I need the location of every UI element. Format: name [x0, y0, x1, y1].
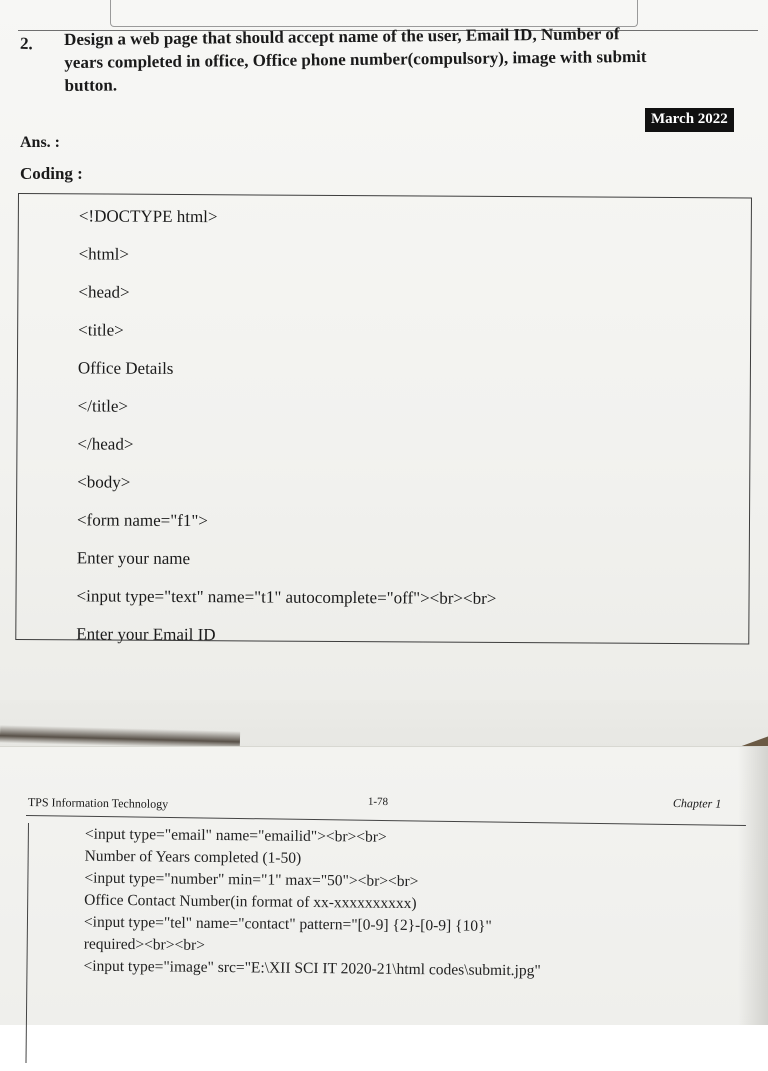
- question-line: years completed in office, Office phone number(compulsory), image with submit: [64, 46, 647, 72]
- ans-label: Ans. :: [20, 134, 61, 151]
- code-line: <input type="email" name="emailid"><br><br>: [84, 825, 387, 846]
- code-listing-upper: [76, 206, 499, 665]
- code-box-upper: [15, 193, 752, 644]
- code-line: <!DOCTYPE html>: [78, 206, 218, 227]
- code-line: <head>: [78, 282, 130, 302]
- code-line: Office Contact Number(in format of xx-xxxxxxxxxx): [84, 891, 417, 913]
- code-line: Office Details: [77, 358, 174, 378]
- code-line: <input type="text" name="t1" autocomplete="off"><br><br>: [76, 586, 497, 608]
- page-lower: [0, 746, 768, 1025]
- code-line: <form name="f1">: [76, 510, 208, 531]
- code-line: <input type="image" src="E:\XII SCI IT 2020-21\html codes\submit.jpg": [83, 957, 541, 980]
- book-title: TPS Information Technology: [27, 795, 169, 811]
- question-line: button.: [64, 75, 118, 95]
- code-line: required><br><br>: [83, 935, 205, 954]
- chapter-label: Chapter 1: [672, 796, 722, 811]
- coding-label: Coding :: [20, 164, 83, 183]
- code-line: <body>: [77, 472, 131, 492]
- question-text: [64, 21, 765, 97]
- code-line: <input type="tel" name="contact" pattern="[0-9] {2}-[0-9] {10}": [83, 913, 492, 935]
- code-line: Enter your name: [76, 548, 191, 569]
- code-box-lower: [25, 823, 748, 1071]
- code-line: <input type="number" min="1" max="50"><br><br>: [84, 869, 419, 891]
- question-number: 2.: [19, 33, 34, 54]
- page-number: 1-78: [367, 795, 389, 809]
- code-line: Number of Years completed (1-50): [84, 847, 302, 867]
- code-line: <title>: [78, 320, 124, 340]
- code-listing-lower: [83, 824, 542, 983]
- code-line: </title>: [77, 396, 129, 416]
- code-line: <html>: [78, 244, 130, 264]
- question-line: Design a web page that should accept name of the user, Email ID, Number of: [64, 24, 620, 49]
- code-line: </head>: [77, 434, 134, 454]
- exam-date-badge: March 2022: [645, 108, 734, 132]
- code-line: Enter your Email ID: [76, 624, 216, 645]
